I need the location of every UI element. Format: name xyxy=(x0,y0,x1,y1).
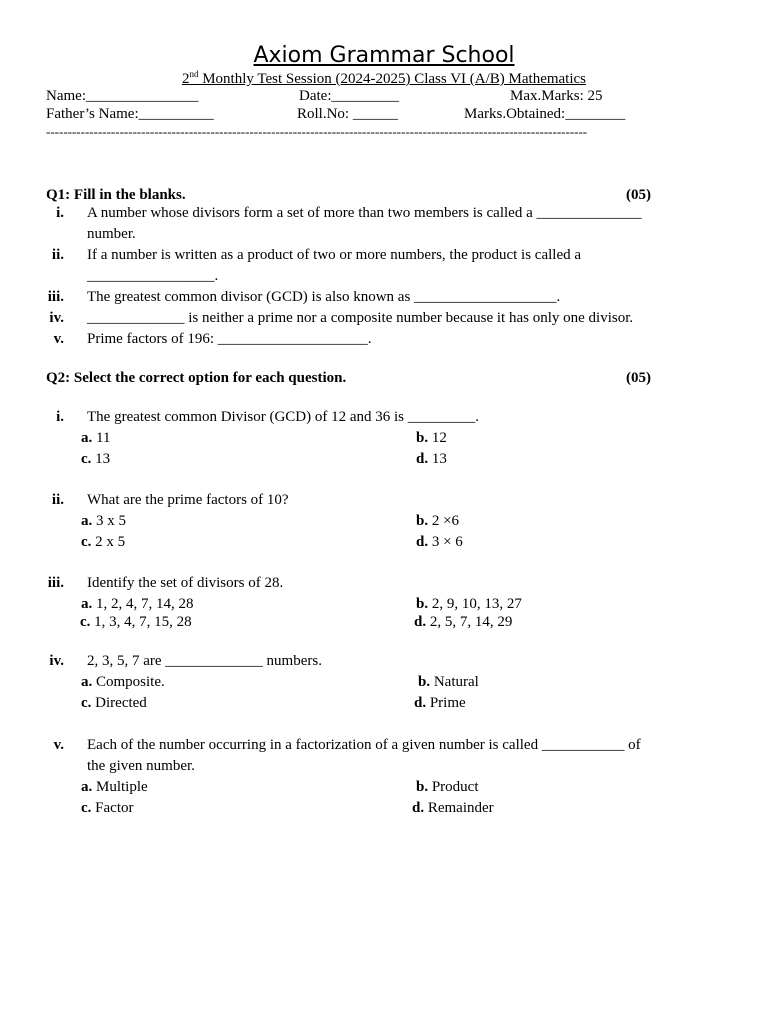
father-name-field: Father’s Name:__________ xyxy=(46,106,214,122)
q1-item-text: The greatest common divisor (GCD) is also known as ___________________. xyxy=(87,289,561,305)
q2-item-number: iii. xyxy=(47,575,64,591)
q2-question: The greatest common Divisor (GCD) of 12 and 36 is _________. xyxy=(87,409,480,425)
option-c: c. 2 x 5 xyxy=(81,534,126,550)
option-c: c. Directed xyxy=(81,695,147,711)
option-d: d. 3 × 6 xyxy=(416,534,463,550)
q2-question: 2, 3, 5, 7 are _____________ numbers. xyxy=(87,653,322,669)
q1-heading: Q1: Fill in the blanks. xyxy=(46,187,186,203)
name-field: Name:_______________ xyxy=(46,88,199,104)
q2-item-number: v. xyxy=(53,737,64,753)
option-b: b. Natural xyxy=(418,674,479,690)
q1-item-number: ii. xyxy=(51,247,64,263)
option-a: a. 1, 2, 4, 7, 14, 28 xyxy=(81,596,194,612)
option-a: a. Composite. xyxy=(81,674,165,690)
roll-no-field: Roll.No: ______ xyxy=(297,106,398,122)
q2-heading: Q2: Select the correct option for each question. xyxy=(46,370,347,386)
date-field: Date:_________ xyxy=(299,88,399,104)
q1-item-text: A number whose divisors form a set of more than two members is called a ______________ xyxy=(87,205,642,221)
option-c: c. Factor xyxy=(81,800,134,816)
header-divider: ----------------------------------------------------------------------------------------------------------------------------- xyxy=(46,124,588,139)
test-subtitle xyxy=(0,69,768,88)
q1-item-text: _____________ is neither a prime nor a composite number because it has only one divisor. xyxy=(87,310,634,326)
q2-question-cont: the given number. xyxy=(87,758,195,774)
subtitle-text: Monthly Test Session (2024-2025) Class VI (A/B) Mathematics xyxy=(198,71,587,87)
q1-item-text: Prime factors of 196: ____________________. xyxy=(87,331,372,347)
q2-question: What are the prime factors of 10? xyxy=(87,492,289,508)
option-c: c. 13 xyxy=(81,451,111,467)
q1-item-number: i. xyxy=(56,205,64,221)
option-c: c. 1, 3, 4, 7, 15, 28 xyxy=(80,614,192,630)
option-d: d. 2, 5, 7, 14, 29 xyxy=(414,614,513,630)
q1-item-text-cont: _________________. xyxy=(87,268,219,284)
school-name: Axiom Grammar School xyxy=(253,43,515,68)
option-d: d. 13 xyxy=(416,451,447,467)
marks-obtained-field: Marks.Obtained:________ xyxy=(464,106,626,122)
option-d: d. Prime xyxy=(414,695,466,711)
q2-question: Each of the number occurring in a factorization of a given number is called ___________ of xyxy=(87,737,641,753)
option-b: b. 2, 9, 10, 13, 27 xyxy=(416,596,522,612)
max-marks: Max.Marks: 25 xyxy=(510,88,603,104)
q2-item-number: ii. xyxy=(51,492,64,508)
subtitle-number: 2 xyxy=(181,71,190,87)
q1-item-text: If a number is written as a product of two or more numbers, the product is called a xyxy=(87,247,582,263)
option-b: b. Product xyxy=(416,779,479,795)
q1-item-number: iv. xyxy=(49,310,64,326)
q1-item-number: iii. xyxy=(47,289,64,305)
q1-item-number: v. xyxy=(53,331,64,347)
option-b: b. 12 xyxy=(416,430,447,446)
option-a: a. 3 x 5 xyxy=(81,513,126,529)
q2-question: Identify the set of divisors of 28. xyxy=(87,575,284,591)
q2-item-number: iv. xyxy=(49,653,64,669)
option-b: b. 2 ×6 xyxy=(416,513,460,529)
q2-marks: (05) xyxy=(626,370,651,386)
option-a: a. Multiple xyxy=(81,779,148,795)
option-a: a. 11 xyxy=(81,430,111,446)
q2-item-number: i. xyxy=(56,409,64,425)
q1-item-text-cont: number. xyxy=(87,226,136,242)
option-d: d. Remainder xyxy=(412,800,494,816)
subtitle-ordinal: nd xyxy=(189,69,199,79)
q1-marks: (05) xyxy=(626,187,651,203)
